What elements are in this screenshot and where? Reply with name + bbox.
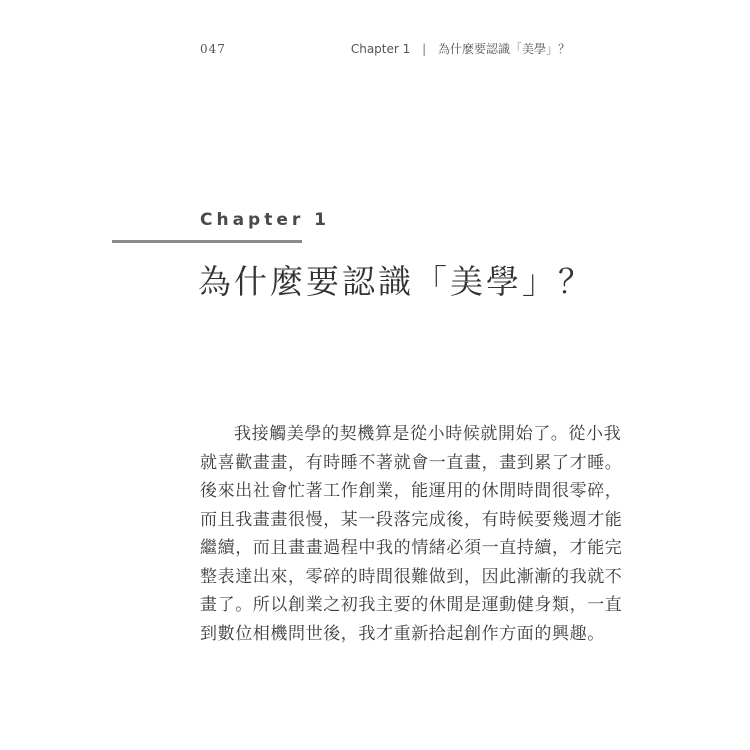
chapter-title: 為什麼要認識「美學」？ — [198, 262, 594, 301]
body-line: 畫了。所以創業之初我主要的休閒是運動健身類，一直 — [200, 595, 623, 615]
page-number: 047 — [200, 42, 226, 56]
body-line: 整表達出來，零碎的時間很難做到，因此漸漸的我就不 — [200, 566, 623, 587]
running-header-chapter: Chapter 1 — [350, 42, 411, 56]
body-line: 到數位相機問世後，我才重新拾起創作方面的興趣。 — [200, 623, 605, 644]
running-header-title: 為什麼要認識「美學」？ — [437, 42, 570, 56]
chapter-divider — [112, 240, 302, 243]
running-header-separator: | — [422, 42, 427, 56]
body-line: 後來出社會忙著工作創業，能運用的休閒時間很零碎， — [200, 481, 623, 501]
body-line: 就喜歡畫畫，有時睡不著就會一直畫，畫到累了才睡。 — [200, 452, 623, 473]
body-line: 我接觸美學的契機算是從小時候就開始了。從小我 — [234, 424, 622, 444]
body-paragraph — [200, 420, 623, 648]
body-line: 而且我畫畫很慢，某一段落完成後，有時候要幾週才能 — [200, 509, 623, 530]
chapter-label: Chapter 1 — [200, 210, 331, 230]
body-line: 繼續，而且畫畫過程中我的情緒必須一直持續，才能完 — [200, 538, 623, 558]
running-header — [351, 40, 570, 57]
